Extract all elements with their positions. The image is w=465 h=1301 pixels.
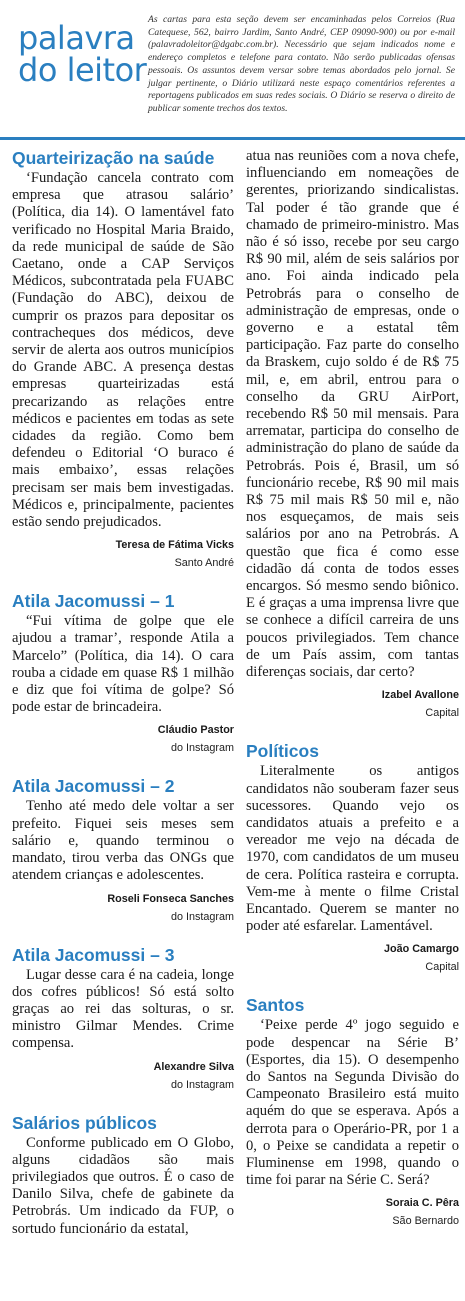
- letter-atila-2: [12, 776, 234, 922]
- letter-author: Soraia C. Pêra: [385, 1197, 459, 1210]
- letter-salarios: [12, 1113, 234, 1238]
- letter-title: Quarteirização na saúde: [12, 148, 215, 168]
- letter-location: do Instagram: [170, 910, 234, 923]
- letter-location: Capital: [425, 961, 459, 974]
- letter-body: Conforme publicado em O Globo, alguns cidadãos são mais privilegiados que outros. É o caso de Danilo Silva, chefe de gabinete da Petrobrás. Um indicado da FUP, o sortudo funcionário da estatal,: [12, 1134, 234, 1237]
- letter-politicos: [246, 741, 459, 973]
- letter-location: do Instagram: [170, 1078, 234, 1091]
- letter-body: Lugar desse cara é na cadeia, longe dos cofres públicos! Só está solto graças ao rei das solturas, o sr. ministro Gilmar Mendes. Crime compensa.: [12, 966, 234, 1052]
- letter-author: Alexandre Silva: [153, 1060, 234, 1073]
- letter-body: “Fui vítima de golpe que ele ajudou a tramar’, responde Atila a Marcelo” (Política, dia 14). O cara rouba a cidade em quase R$ 1 milhão e diz que foi vítima de golpe? Só pode estar de brincadeira.: [12, 613, 234, 716]
- letter-title: Santos: [246, 995, 305, 1016]
- letter-body: ‘Peixe perde 4º jogo seguido e pode despencar na Série B’ (Esportes, dia 15). O desempenho do Santos na Segunda Divisão do Campeonato Brasileiro está muito aquém do que se esperava. Após a derrota para o Operário-PR, por 1 a 0, o Peixe se candidata a repetir o Fluminense em 1998, quando o time foi parar na Série C. Será?: [246, 1017, 459, 1189]
- section-intro-text: As cartas para esta seção devem ser encaminhadas pelos Correios (Rua Catequese, 562, bairro Jardim, Santo André, CEP 09090-900) ou por e-mail (palavradoleitor@dgabc.com.br). Necessário que sejam indicados nome e endereço completos e telefone para contato. Não serão publicadas ofensas pessoais. Os assuntos devem versar sobre temas abordados pelo jornal. Se julgar pertinente, o Diário utilizará neste espaço comentários referentes a reportagens publicados em suas redes sociais. O Diário se reserva o direito de publicar somente trechos dos textos.: [148, 14, 455, 114]
- logo-line-2: do leitor: [18, 51, 147, 89]
- letter-quarteirizacao: [12, 148, 234, 569]
- letter-author: Teresa de Fátima Vicks: [115, 539, 234, 552]
- letter-author: Izabel Avallone: [381, 689, 459, 702]
- letter-atila-3: [12, 945, 234, 1091]
- letter-title: Atila Jacomussi – 1: [12, 591, 175, 612]
- right-column: [246, 148, 459, 1249]
- logo-line-1: palavra: [18, 19, 135, 57]
- letter-location: Santo André: [174, 557, 234, 570]
- letter-location: São Bernardo: [392, 1215, 459, 1228]
- letter-atila-1: [12, 591, 234, 754]
- letter-author: Roseli Fonseca Sanches: [107, 892, 234, 905]
- letter-title: Atila Jacomussi – 2: [12, 776, 175, 797]
- letter-body: Tenho até medo dele voltar a ser prefeito. Fiquei seis meses sem salário e, quando terminou o mandato, tirou verba das ONGs que atendem crianças e adolescentes.: [12, 798, 234, 884]
- letter-author: Cláudio Pastor: [157, 724, 234, 737]
- letter-body-continued: atua nas reuniões com a nova chefe, influenciando em nomeações de gerentes, priorizando sindicalistas. Tal poder é tão grande que é chamado de primeiro-ministro. Mas não é só isso, recebe por seu cargo R$ 90 mil, além de seis salários por ano. Foi ainda indicado pela Petrobrás para o conselho de administração de empresas, onde o governo e a estatal têm participação. Faz parte do conselho da Braskem, cujo soldo é de R$ 75 mil, e, em abril, entrou para o conselho da GRU AirPort, recebendo R$ 50 mil mensais. Para arrematar, participa do conselho de administração do plano de saúde da Petrobrás. Pois é, Brasil, um só funcionário recebe, R$ 90 mil mais R$ 75 mil mais R$ 50 mil e, não nos esqueçamos, de mais seis salários por ano na Petrobrás. A questão que fica é como esse cidadão dá conta de todos esses encargos. Só mesmo sendo biônico. E é graças a uma imprensa livre que se conhece a difícil carreira de uns poucos privilegiados. Tem chance de um País assim, com tantas diferenças sociais, dar certo?: [246, 148, 459, 681]
- letter-location: do Instagram: [170, 742, 234, 755]
- section-logo: [18, 19, 147, 89]
- letter-salarios-continued: [246, 148, 459, 719]
- header-divider: [0, 137, 465, 140]
- letter-santos: [246, 995, 459, 1227]
- letter-title: Atila Jacomussi – 3: [12, 944, 175, 965]
- letter-title: Políticos: [246, 741, 319, 762]
- letter-author: João Camargo: [384, 943, 459, 956]
- left-column: [12, 148, 234, 1260]
- letter-body: ‘Fundação cancela contrato com empresa que atrasou salário’ (Política, dia 14). O lamentável fato verificado no Hospital Maria Braido, da rede municipal de saúde de São Caetano, onde a CAP Serviços Médicos, subcontratada pela FUABC (Fundação do ABC), deixou de cumprir os prazos para depositar os contracheques dos médicos, deve servir de alerta aos outros municípios do Grande ABC. A presença destas empresas quarteirizadas está precarizando as relações entre médicos e pacientes em todas as sete cidades da região. Como bem defendeu o Editorial ‘O buraco é mais embaixo’, essas relações precisam ser mais bem investigadas. Médicos e, principalmente, pacientes estão sendo prejudicados.: [12, 170, 234, 531]
- letter-title: Salários públicos: [12, 1112, 157, 1133]
- letter-location: Capital: [425, 707, 459, 720]
- letter-body: Literalmente os antigos candidatos não souberam fazer seus sucessores. Quando vejo os candidatos atuais a prefeito e a vereador me vejo na década de 1970, com candidatos de um museu de cera. Política rasteira e corrupta. Vem-me à mente o filme Cristal Encantado. Querem se manter no poder até esfarelar. Lamentável.: [246, 763, 459, 935]
- section-header: [0, 0, 465, 135]
